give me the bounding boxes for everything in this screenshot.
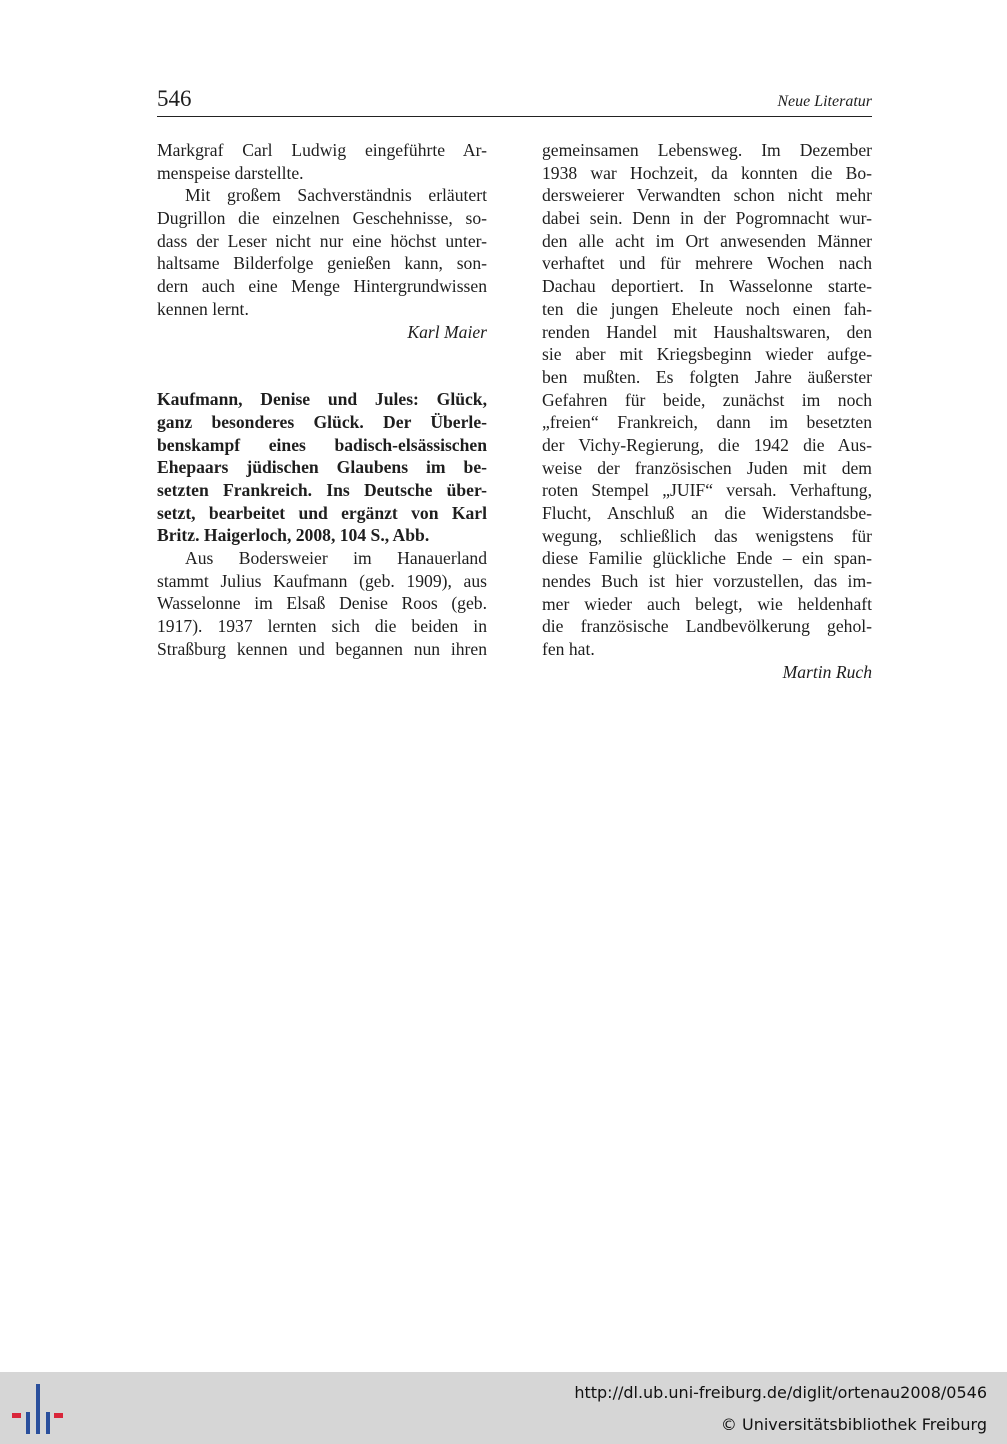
book-title-line: ganz besonderes Glück. Der Überle- [157, 411, 487, 432]
text-line: dersweierer Verwandten schon nicht mehr [542, 185, 872, 206]
section-gap [157, 343, 487, 388]
text-line: weise der französischen Juden mit dem [542, 457, 872, 478]
text-line: Aus Bodersweier im Hanauerland [185, 548, 487, 568]
text-line: roten Stempel „JUIF“ versah. Verhaftung, [542, 480, 872, 501]
text-line: „freien“ Frankreich, dann im besetzten [542, 412, 872, 433]
permalink-url[interactable]: http://dl.ub.uni-freiburg.de/diglit/ortenau2008/0546 [574, 1383, 987, 1402]
text-line: diese Familie glückliche Ende – ein span- [542, 548, 872, 569]
left-column [157, 139, 487, 660]
book-title-line: Ehepaars jüdischen Glaubens im be- [157, 457, 487, 478]
text-line: Flucht, Anschluß an die Widerstandsbe- [542, 503, 872, 523]
text-line: dabei sein. Denn in der Pogromnacht wur- [542, 208, 872, 229]
text-line: Wasselonne im Elsaß Denise Roos (geb. [157, 593, 487, 614]
text-line: renden Handel mit Haushaltswaren, den [542, 321, 872, 342]
text-line: dass der Leser nicht nur eine höchst unter- [157, 230, 487, 251]
text-line: die französische Landbevölkerung gehol- [542, 616, 872, 637]
book-title-line: benskampf eines badisch-elsässischen [157, 434, 487, 455]
ub-freiburg-logo-icon [12, 1384, 64, 1436]
text-line: nendes Buch ist hier vorzustellen, das im- [542, 571, 872, 592]
text-line: menspeise darstellte. [157, 162, 304, 183]
text-line: Gefahren für beide, zunächst im noch [542, 389, 872, 410]
text-line: den alle acht im Ort anwesenden Männer [542, 230, 872, 251]
text-line: mer wieder auch belegt, wie heldenhaft [542, 593, 872, 614]
text-line: Markgraf Carl Ludwig eingeführte Ar- [157, 140, 487, 160]
copyright-notice: © Universitätsbibliothek Freiburg [720, 1415, 987, 1434]
book-title-line: Kaufmann, Denise und Jules: Glück, [157, 389, 487, 410]
text-line: der Vichy-Regierung, die 1942 die Aus- [542, 434, 872, 455]
review-signature: Martin Ruch [782, 661, 872, 682]
text-line: ten die jungen Eheleute noch einen fah- [542, 298, 872, 319]
text-line: gemeinsamen Lebensweg. Im Dezember [542, 140, 872, 160]
text-line: fen hat. [542, 639, 595, 660]
text-line: dern auch eine Menge Hintergrundwissen [157, 276, 487, 297]
text-line: ben mußten. Es folgten Jahre äußerster [542, 366, 872, 387]
running-title: Neue Literatur [777, 93, 872, 110]
page-header [157, 86, 872, 117]
text-line: verhaftet und für mehrere Wochen nach [542, 253, 872, 274]
book-title-line: setzt, bearbeitet und ergänzt von Karl [157, 502, 487, 523]
text-line: sie aber mit Kriegsbeginn wieder aufge- [542, 344, 872, 365]
text-line: stammt Julius Kaufmann (geb. 1909), aus [157, 570, 487, 591]
page-number: 546 [157, 86, 192, 111]
text-line: 1938 war Hochzeit, da konnten die Bo- [542, 162, 872, 183]
text-line: Mit großem Sachverständnis erläutert [185, 185, 487, 206]
footer-bar [0, 1372, 1007, 1444]
review-signature: Karl Maier [407, 321, 487, 342]
text-line: Dugrillon die einzelnen Geschehnisse, so- [157, 208, 487, 229]
text-line: Straßburg kennen und begannen nun ihren [157, 638, 487, 659]
text-line: kennen lernt. [157, 298, 249, 319]
text-line: haltsame Bilderfolge genießen kann, son- [157, 253, 487, 274]
right-column [542, 139, 872, 684]
text-line: wegung, schließlich das wenigstens für [542, 525, 872, 546]
text-line: 1917). 1937 lernten sich die beiden in [157, 616, 487, 637]
book-title-line: setzten Frankreich. Ins Deutsche über- [157, 479, 487, 500]
book-title-line: Britz. Haigerloch, 2008, 104 S., Abb. [157, 525, 430, 546]
text-line: Dachau deportiert. In Wasselonne starte- [542, 276, 872, 297]
